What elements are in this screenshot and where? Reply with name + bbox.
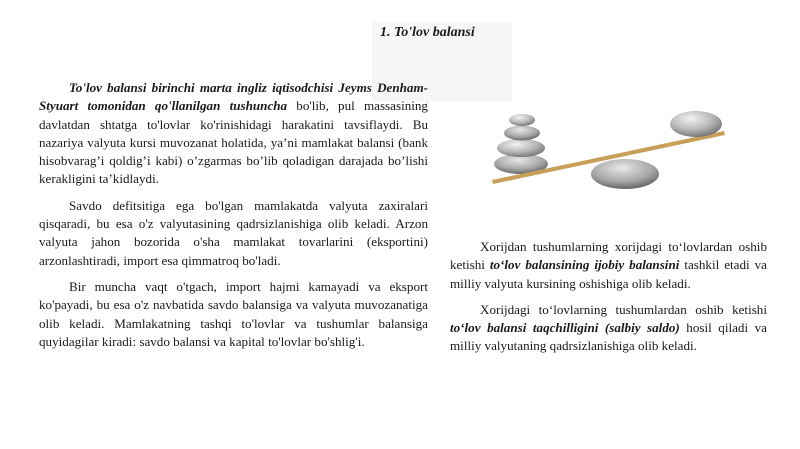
right-paragraph-2-text-b: hosil qiladi va milliy valyutaning qadrsizlanishiga olib keladi. [450, 320, 767, 354]
stone-left-2 [504, 126, 540, 141]
left-column [39, 79, 428, 359]
stone-right [670, 111, 722, 137]
right-paragraph-1-text-a: Xorijdan tushumlarning xorijdagi to‘lovlardan oshib ketishi [450, 239, 767, 273]
left-paragraph-2: Savdo defitsitiga ega bo'lgan mamlakatda valyuta zaxiralari qisqaradi, bu esa o'z valyutasining qadrsizlanishiga olib keladi. Arzon valyuta jahon bozorida o'sha mamlakat tovarlarini (eksportini) arzonlashtiradi, import esa qimmatroq bo'ladi. [39, 197, 428, 268]
page-title: 1. To'lov balansi [380, 25, 475, 40]
stone-left-top [509, 114, 535, 126]
balance-stones-illustration [486, 104, 730, 204]
right-paragraph-1-text-b: tashkil etadi va milliy valyuta kursining oshishiga olib keladi. [450, 257, 767, 291]
right-paragraph-2-text-a: Xorijdagi to‘lovlarning tushumlardan oshib ketishi [480, 301, 767, 317]
stone-left-3 [497, 139, 545, 157]
right-column [450, 238, 767, 364]
right-paragraph-2 [450, 301, 767, 356]
left-paragraph-1-text: bo'lib, pul massasining davlatdan shtatga to'lovlar ko'rinishidagi harakatini tavsiflaydi. Bu nazariya valyuta kursi muvozanat holatida, ya’ni mamlakat balansi (bank hisobvarag’i qoldig’i kabi) o’zgarmas bo’lib qoladigan darajada bo’lishi kerakligini ta’kidlaydi. [39, 98, 428, 187]
right-paragraph-1 [450, 238, 767, 293]
right-paragraph-1-bold: to‘lov balansining ijobiy balansini [489, 257, 680, 273]
right-paragraph-2-bold: to‘lov balansi taqchilligini (salbiy saldo) [450, 320, 680, 336]
fulcrum-stone [591, 159, 659, 189]
left-paragraph-3: Bir muncha vaqt o'tgach, import hajmi kamayadi va eksport ko'payadi, bu esa o'z navbatida savdo balansiga va valyuta muvozanatiga olib keladi. Mamlakatning tashqi to'lovlar va tushumlar balansiga quyidagilar kiradi: savdo balansi va kapital to'lovlar bo'shlig'i. [39, 278, 428, 349]
left-paragraph-1 [39, 79, 428, 189]
left-paragraph-1-bold: To'lov balansi birinchi marta ingliz iqtisodchisi Jeyms Denham-Styuart tomonidan qo'llanilgan tushuncha [39, 80, 428, 114]
